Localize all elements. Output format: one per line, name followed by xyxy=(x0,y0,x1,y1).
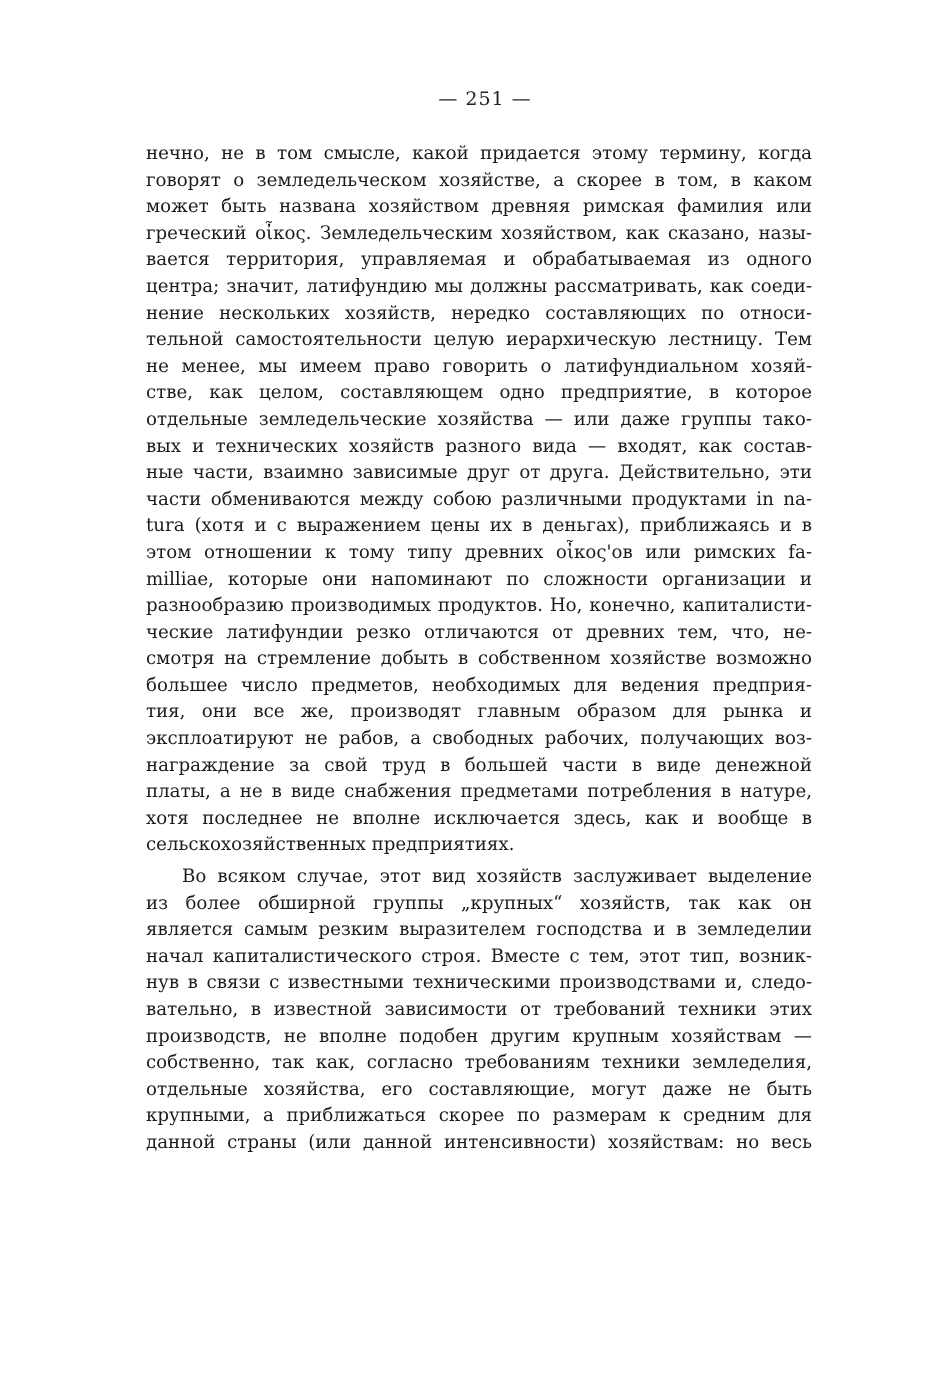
text-line: ные части, взаимно зависимые друг от друга. Действительно, эти xyxy=(146,462,812,484)
text-line: сельскохозяйственных предприятиях. xyxy=(146,834,515,856)
text-line: большее число предметов, необходимых для ведения предприя- xyxy=(146,674,812,696)
text-line: отдельные земледельческие хозяйства — или даже группы тако- xyxy=(146,408,812,430)
text-line: тельной самостоятельности целую иерархическую лестницу. Тем xyxy=(146,329,812,351)
text-line: может быть названа хозяйством древняя римская фамилия или xyxy=(146,196,812,218)
text-line: смотря на стремление добыть в собственном хозяйстве возможно xyxy=(146,648,812,670)
text-line: ческие латифундии резко отличаются от древних тем, что, не- xyxy=(146,621,812,643)
text-line: разнообразию производимых продуктов. Но, конечно, капиталисти- xyxy=(146,595,812,617)
text-line: эксплоатируют не рабов, а свободных рабочих, получающих воз- xyxy=(146,728,812,750)
text-line: milliae, которые они напоминают по сложности организации и xyxy=(146,568,812,590)
text-line: не менее, мы имеем право говорить о латифундиальном хозяй- xyxy=(146,355,812,377)
text-line: хотя последнее не вполне исключается здесь, как и вообще в xyxy=(146,807,812,829)
text-line: нечно, не в том смысле, какой придается этому термину, когда xyxy=(146,143,812,164)
body-text xyxy=(146,141,812,1157)
text-line: тия, они все же, производят главным образом для рынка и xyxy=(146,701,812,723)
page-number: — 251 — xyxy=(438,88,532,110)
text-line: стве, как целом, составляющем одно предприятие, в которое xyxy=(146,382,812,404)
text-line: центра; значит, латифундию мы должны рассматривать, как соеди- xyxy=(146,275,812,297)
text-line: нение нескольких хозяйств, нередко составляющих по относи- xyxy=(146,302,812,324)
text-line: отдельные хозяйства, его составляющие, могут даже не быть xyxy=(146,1078,812,1100)
paragraph-2 xyxy=(146,864,812,1157)
text-line: начал капиталистического строя. Вместе с тем, этот тип, возник- xyxy=(146,945,812,967)
text-line: вается территория, управляемая и обрабатываемая из одного xyxy=(146,249,812,271)
text-line: крупными, а приближаться скорее по размерам к средним для xyxy=(146,1105,812,1127)
text-line: данной страны (или данной интенсивности) хозяйствам: но весь xyxy=(146,1131,812,1153)
text-line: tura (хотя и с выражением цены их в деньгах), приближаясь и в xyxy=(146,515,812,537)
text-line: греческий οἶκος. Земледельческим хозяйством, как сказано, назы- xyxy=(146,222,812,244)
text-line: производств, не вполне подобен другим крупным хозяйствам — xyxy=(146,1025,812,1047)
text-line: платы, а не в виде снабжения предметами потребления в натуре, xyxy=(146,781,812,803)
text-line: нув в связи с известными техническими производствами и, следо- xyxy=(146,972,812,994)
text-line: награждение за свой труд в большей части в виде денежной xyxy=(146,754,812,776)
text-line: из более обширной группы „крупных“ хозяйств, так как он xyxy=(146,892,812,914)
text-line: этом отношении к тому типу древних οἶκος'ов или римских fa- xyxy=(146,541,812,563)
text-line: говорят о земледельческом хозяйстве, а скорее в том, в каком xyxy=(146,169,812,191)
text-line: вательно, в известной зависимости от требований техники этих xyxy=(146,999,812,1020)
text-line: Во всяком случае, этот вид хозяйств заслуживает выделение xyxy=(182,866,812,888)
text-line: является самым резким выразителем господства и в земледелии xyxy=(146,919,812,941)
text-line: собственно, так как, согласно требованиям техники земледелия, xyxy=(146,1052,812,1074)
text-line: вых и технических хозяйств разного вида — входят, как состав- xyxy=(146,435,812,457)
text-line: части обмениваются между собою различными продуктами in na- xyxy=(146,488,812,510)
paragraph-1 xyxy=(146,141,812,859)
